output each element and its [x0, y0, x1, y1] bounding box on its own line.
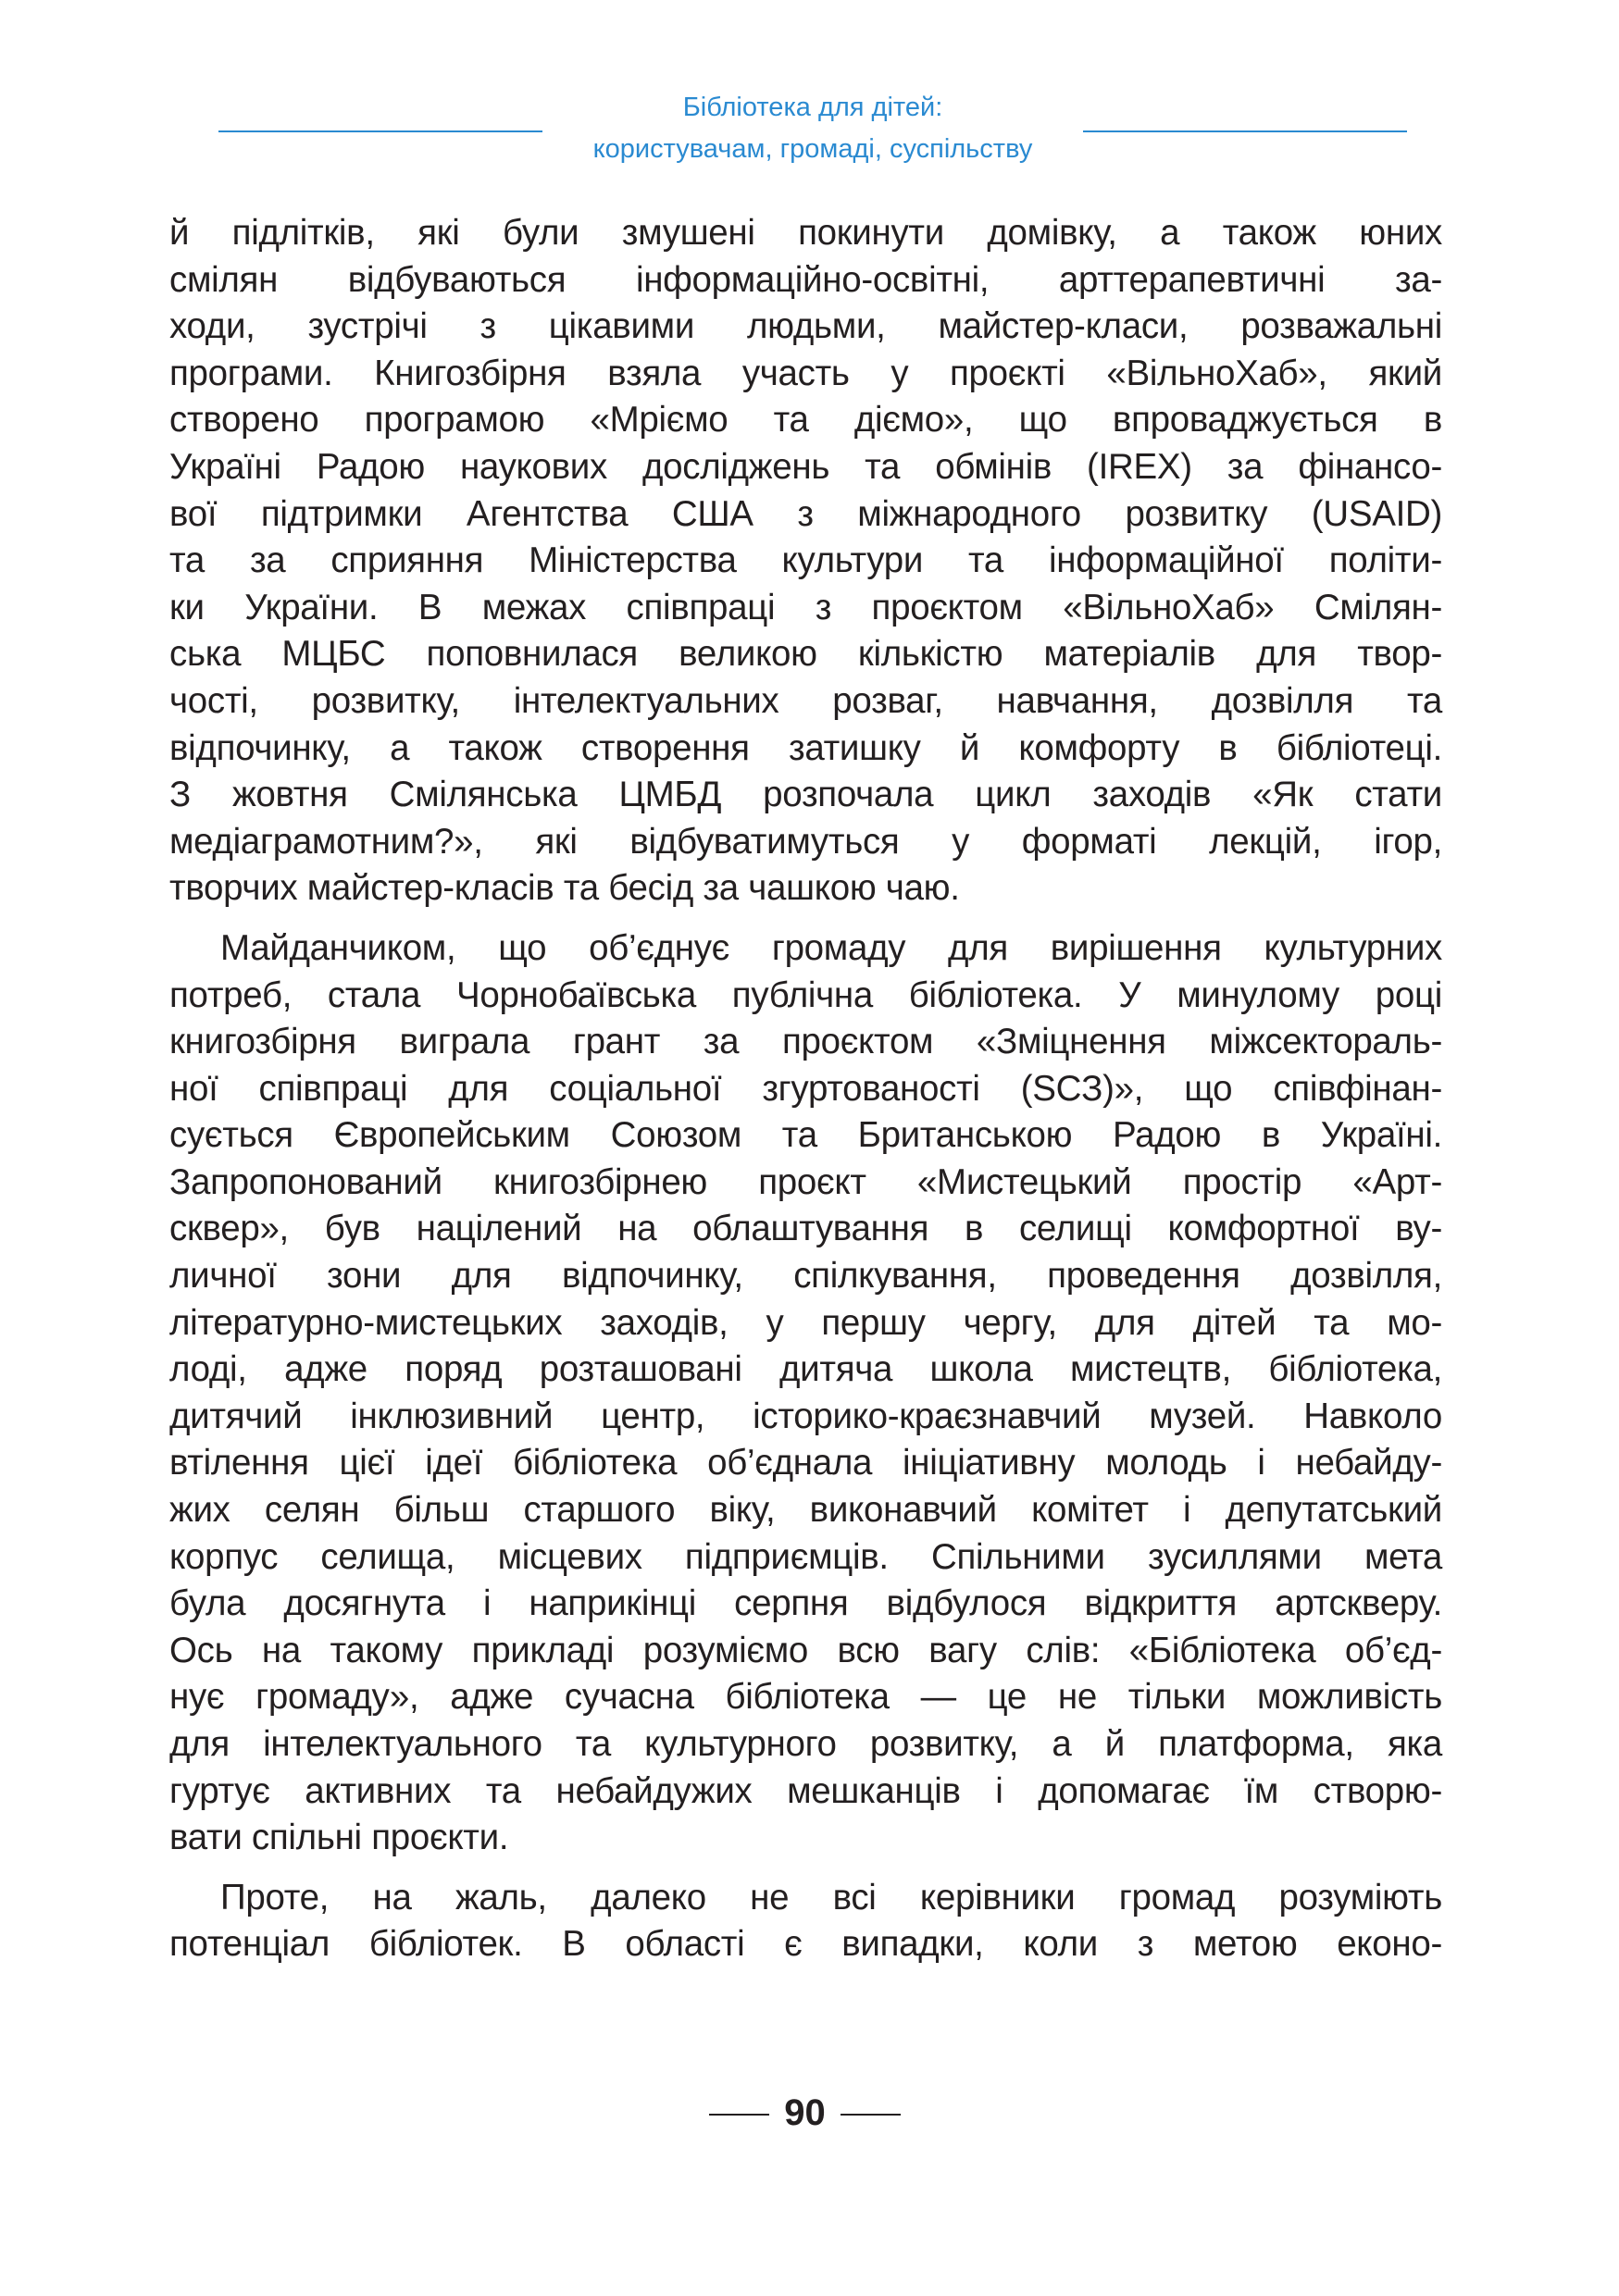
text-line: Проте, на жаль, далеко не всі керівники громад розуміють — [220, 1877, 1442, 1917]
paragraph-1 — [169, 210, 1442, 912]
page-number-rule-left — [709, 2114, 769, 2116]
paragraph-3 — [169, 1875, 1442, 1968]
text-line: творчих майстер-класів та бесід за чашкою чаю. — [169, 868, 960, 909]
text-line: гуртує активних та небайдужих мешканців і допомагає їм створю- — [169, 1770, 1442, 1811]
text-line: потенціал бібліотек. В області є випадки, коли з метою еконо- — [169, 1924, 1442, 1965]
text-line: вої підтримки Агентства США з міжнародного розвитку (USAID) — [169, 493, 1442, 534]
text-line: програми. Книгозбірня взяла участь у проєкті «ВільноХаб», який — [169, 353, 1442, 393]
text-line: ки України. В межах співпраці з проєктом «ВільноХаб» Смілян- — [169, 587, 1442, 627]
page-number: 90 — [784, 2092, 826, 2133]
text-line: та за сприяння Міністерства культури та інформаційної політи- — [169, 540, 1442, 581]
text-line: втілення цієї ідеї бібліотека об’єднала ініціативну молодь і небайду- — [169, 1443, 1442, 1483]
text-line: дитячий інклюзивний центр, історико-краєзнавчий музей. Навколо — [169, 1396, 1442, 1436]
text-line: жих селян більш старшого віку, виконавчий комітет і депутатський — [169, 1490, 1442, 1531]
text-line: нує громаду», адже сучасна бібліотека — це не тільки можливість — [169, 1677, 1442, 1718]
text-line: медіаграмотним?», які відбуватимуться у форматі лекцій, ігор, — [169, 821, 1442, 862]
text-line: корпус селища, місцевих підприємців. Спільними зусиллями мета — [169, 1536, 1442, 1577]
text-line: книгозбірня виграла грант за проєктом «Зміцнення міжсектораль- — [169, 1022, 1442, 1062]
text-line: для інтелектуального та культурного розвитку, а й платформа, яка — [169, 1724, 1442, 1764]
text-line: Україні Радою наукових досліджень та обмінів (IREX) за фінансо- — [169, 446, 1442, 487]
paragraph-2 — [169, 925, 1442, 1862]
header-rule-left — [218, 130, 542, 132]
running-header-line-2: користувачам, громаді, суспільству — [592, 134, 1033, 164]
text-line: створено програмою «Мріємо та діємо», що впроваджується в — [169, 400, 1442, 441]
text-line: ходи, зустрічі з цікавими людьми, майстер-класи, розважальні — [169, 306, 1442, 347]
page-footer — [0, 2088, 1619, 2143]
text-line: й підлітків, які були змушені покинути домівку, а також юних — [169, 213, 1442, 253]
text-line: Майданчиком, що об’єднує громаду для вирішення культурних — [220, 927, 1442, 968]
text-line: Запропонований книгозбірнею проєкт «Мистецький простір «Арт- — [169, 1161, 1442, 1202]
page-number-rule-right — [841, 2114, 901, 2116]
text-line: потреб, стала Чорнобаївська публічна бібліотека. У минулому році — [169, 974, 1442, 1015]
text-line: З жовтня Смілянська ЦМБД розпочала цикл заходів «Як стати — [169, 775, 1442, 815]
text-line: личної зони для відпочинку, спілкування, проведення дозвілля, — [169, 1256, 1442, 1297]
running-header-line-1: Бібліотека для дітей: — [682, 93, 943, 122]
text-line: сквер», був націлений на облаштування в селищі комфортної ву- — [169, 1209, 1442, 1249]
text-line: смілян відбуваються інформаційно-освітні, арттерапевтичні за- — [169, 259, 1442, 300]
running-header-title — [542, 87, 1083, 170]
header-rule-right — [1083, 130, 1407, 132]
running-header — [0, 87, 1619, 180]
text-line: Ось на такому прикладі розуміємо всю вагу слів: «Бібліотека об’єд- — [169, 1630, 1442, 1670]
text-line: була досягнута і наприкінці серпня відбулося відкриття артскверу. — [169, 1583, 1442, 1624]
text-line: сується Європейським Союзом та Британською Радою в Україні. — [169, 1115, 1442, 1156]
text-line: вати спільні проєкти. — [169, 1818, 509, 1858]
text-line: літературно-мистецьких заходів, у першу чергу, для дітей та мо- — [169, 1302, 1442, 1343]
text-line: чості, розвитку, інтелектуальних розваг, навчання, дозвілля та — [169, 680, 1442, 721]
text-line: ська МЦБС поповнилася великою кількістю матеріалів для твор- — [169, 634, 1442, 675]
text-line: ної співпраці для соціальної згуртованості (SCЗ)», що співфінан- — [169, 1068, 1442, 1109]
text-line: відпочинку, а також створення затишку й комфорту в бібліотеці. — [169, 727, 1442, 768]
text-line: лоді, адже поряд розташовані дитяча школа мистецтв, бібліотека, — [169, 1349, 1442, 1390]
body-text — [169, 210, 1442, 1968]
